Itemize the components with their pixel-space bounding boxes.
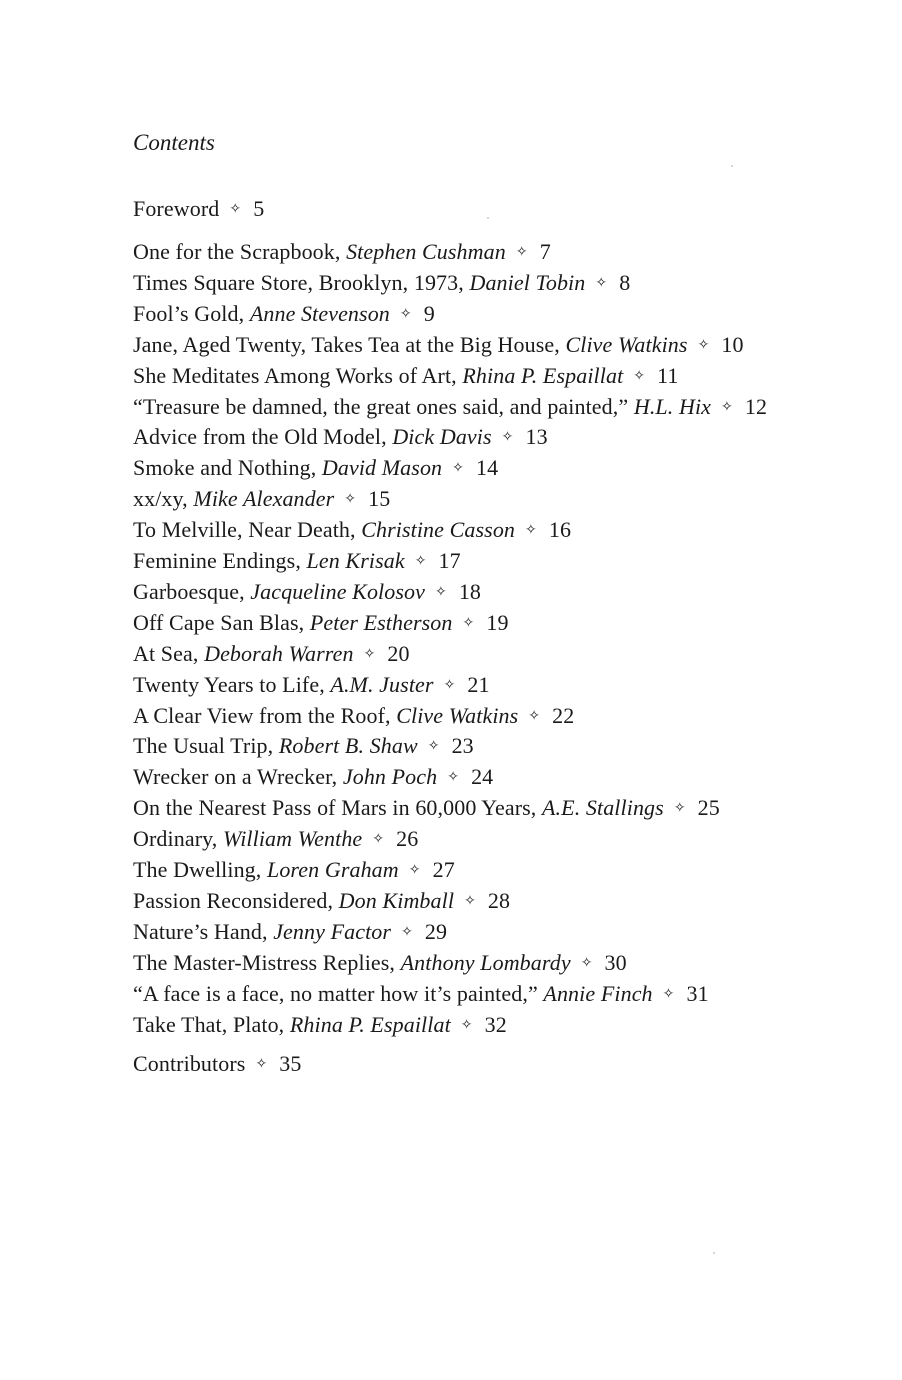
toc-author: Anthony Lombardy xyxy=(400,949,571,975)
toc-author: Christine Casson xyxy=(361,517,516,543)
toc-page-number: 9 xyxy=(423,300,435,326)
toc-author: Loren Graham xyxy=(266,857,399,882)
toc-entry xyxy=(133,485,390,517)
toc-page-number: 16 xyxy=(548,517,572,543)
toc-author: Anne Stevenson xyxy=(249,300,390,326)
toc-page-number: 29 xyxy=(424,918,448,944)
toc-page-number: 12 xyxy=(744,393,768,419)
toc-entry xyxy=(133,393,767,425)
diamond-separator-icon: ✧ xyxy=(460,1017,473,1033)
toc-page-number: 24 xyxy=(471,764,494,790)
toc-author: H.L. Hix xyxy=(633,393,712,419)
diamond-separator-icon: ✧ xyxy=(401,924,413,940)
diamond-separator-icon: ✧ xyxy=(501,430,514,446)
toc-title: Twenty Years to Life, xyxy=(133,671,331,697)
diamond-separator-icon: ✧ xyxy=(427,739,440,755)
toc-author: William Wenthe xyxy=(223,826,363,852)
toc-title: The Master-Mistress Replies, xyxy=(133,949,401,975)
toc-title: To Melville, Near Death, xyxy=(133,517,362,543)
toc-entry xyxy=(133,949,627,981)
diamond-separator-icon: ✧ xyxy=(414,554,427,569)
toc-title: Contributors xyxy=(133,1051,246,1076)
diamond-separator-icon: ✧ xyxy=(229,202,242,217)
toc-entry xyxy=(133,732,474,764)
toc-entry xyxy=(133,980,709,1012)
diamond-separator-icon: ✧ xyxy=(408,863,421,878)
toc-page-number: 5 xyxy=(253,196,265,221)
toc-author: Clive Watkins xyxy=(565,331,688,357)
toc-author: A.E. Stallings xyxy=(542,795,664,821)
toc-page-number: 8 xyxy=(619,269,631,295)
toc-page-number: 20 xyxy=(387,640,410,666)
diamond-separator-icon: ✧ xyxy=(344,492,357,508)
toc-author: A.M. Juster xyxy=(330,671,434,697)
toc-entry xyxy=(133,609,509,641)
toc-author: Deborah Warren xyxy=(204,640,354,666)
diamond-separator-icon: ✧ xyxy=(447,770,460,786)
toc-page-number: 22 xyxy=(552,702,575,728)
toc-title: Passion Reconsidered, xyxy=(133,887,339,913)
toc-entry xyxy=(133,887,510,919)
diamond-separator-icon: ✧ xyxy=(580,955,593,971)
toc-title: Garboesque, xyxy=(133,578,251,604)
toc-author: Len Krisak xyxy=(306,548,405,573)
toc-title: “A face is a face, no matter how it’s painted,” xyxy=(133,980,544,1006)
toc-entry xyxy=(133,300,435,332)
toc-title: Feminine Endings, xyxy=(133,548,307,573)
toc-title: Jane, Aged Twenty, Takes Tea at the Big House, xyxy=(133,331,566,357)
toc-page-number: 18 xyxy=(458,578,482,604)
diamond-separator-icon: ✧ xyxy=(528,708,541,724)
toc-title: One for the Scrapbook, xyxy=(133,239,347,264)
paper-speck xyxy=(487,217,489,219)
toc-entry xyxy=(133,331,744,363)
toc-title: “Treasure be damned, the great ones said, and painted,” xyxy=(133,393,634,419)
toc-entry xyxy=(133,825,418,857)
toc-title: xx/xy, xyxy=(133,486,194,512)
toc-entry xyxy=(133,702,574,734)
toc-author: Mike Alexander xyxy=(193,486,335,512)
toc-entry xyxy=(133,454,498,486)
toc-entry xyxy=(133,547,461,579)
diamond-separator-icon: ✧ xyxy=(464,893,476,909)
toc-title: Foreword xyxy=(133,196,220,221)
toc-entry xyxy=(133,671,490,703)
toc-page-number: 19 xyxy=(486,609,509,635)
toc-entry xyxy=(133,269,630,301)
toc-title: Wrecker on a Wrecker, xyxy=(133,764,343,790)
diamond-separator-icon: ✧ xyxy=(515,245,528,260)
toc-entry xyxy=(133,516,571,548)
toc-title: Take That, Plato, xyxy=(133,1011,290,1037)
toc-title: Times Square Store, Brooklyn, 1973, xyxy=(133,269,470,295)
diamond-separator-icon: ✧ xyxy=(697,337,710,353)
toc-author: Daniel Tobin xyxy=(469,269,586,295)
toc-page-number: 23 xyxy=(451,733,474,759)
toc-page-number: 27 xyxy=(432,857,455,882)
diamond-separator-icon: ✧ xyxy=(633,368,646,384)
toc-entry xyxy=(133,794,720,826)
toc-page-number: 25 xyxy=(697,795,720,821)
toc-author: Robert B. Shaw xyxy=(278,733,418,759)
page-title: Contents xyxy=(133,130,215,155)
toc-foreword xyxy=(133,195,264,227)
toc-entry xyxy=(133,362,679,394)
paper-speck xyxy=(713,1252,715,1254)
toc-author: Jenny Factor xyxy=(273,918,392,944)
toc-author: Jacqueline Kolosov xyxy=(250,578,425,604)
toc-title: Nature’s Hand, xyxy=(133,918,274,944)
toc-page-number: 11 xyxy=(657,362,679,388)
toc-title: Fool’s Gold, xyxy=(133,300,250,326)
toc-author: Annie Finch xyxy=(543,980,653,1006)
toc-entry xyxy=(133,1011,507,1043)
toc-author: Dick Davis xyxy=(392,424,492,450)
toc-page-number: 14 xyxy=(476,455,499,481)
toc-title: The Usual Trip, xyxy=(133,733,279,759)
toc-title: The Dwelling, xyxy=(133,857,267,882)
toc-entry xyxy=(133,423,548,455)
diamond-separator-icon: ✧ xyxy=(673,801,686,817)
toc-author: David Mason xyxy=(321,455,443,481)
toc-title: She Meditates Among Works of Art, xyxy=(133,362,463,388)
toc-title: Off Cape San Blas, xyxy=(133,609,310,635)
toc-author: Don Kimball xyxy=(338,887,455,913)
toc-entry xyxy=(133,238,551,270)
toc-entry xyxy=(133,640,410,672)
toc-author: Rhina P. Espaillat xyxy=(462,362,624,388)
toc-author: Peter Estherson xyxy=(309,609,453,635)
diamond-separator-icon: ✧ xyxy=(452,461,464,477)
toc-page-number: 7 xyxy=(539,239,551,264)
diamond-separator-icon: ✧ xyxy=(434,584,447,600)
toc-author: Clive Watkins xyxy=(396,702,519,728)
diamond-separator-icon: ✧ xyxy=(462,615,475,631)
toc-entry xyxy=(133,856,455,888)
diamond-separator-icon: ✧ xyxy=(363,646,376,662)
toc-page-number: 17 xyxy=(438,548,461,573)
toc-title: A Clear View from the Roof, xyxy=(133,702,397,728)
toc-title: Ordinary, xyxy=(133,826,223,852)
toc-contributors xyxy=(133,1050,301,1082)
diamond-separator-icon: ✧ xyxy=(399,306,412,322)
diamond-separator-icon: ✧ xyxy=(525,523,537,539)
diamond-separator-icon: ✧ xyxy=(255,1057,268,1072)
toc-author: John Poch xyxy=(342,764,438,790)
toc-page-number: 35 xyxy=(279,1051,302,1076)
toc-author: Rhina P. Espaillat xyxy=(289,1011,451,1037)
toc-page-number: 28 xyxy=(487,887,511,913)
toc-page-number: 26 xyxy=(396,826,419,852)
toc-title: On the Nearest Pass of Mars in 60,000 Years, xyxy=(133,795,543,821)
toc-page-number: 21 xyxy=(467,671,490,697)
diamond-separator-icon: ✧ xyxy=(721,399,733,415)
diamond-separator-icon: ✧ xyxy=(372,832,385,848)
toc-page-number: 15 xyxy=(368,486,391,512)
toc-page-number: 10 xyxy=(721,331,744,357)
toc-title: At Sea, xyxy=(133,640,205,666)
toc-page-number: 13 xyxy=(525,424,548,450)
paper-speck xyxy=(731,165,733,167)
toc-entry xyxy=(133,578,481,610)
toc-author: Stephen Cushman xyxy=(346,239,506,264)
toc-page-number: 30 xyxy=(604,949,627,975)
toc-page-number: 31 xyxy=(686,980,709,1006)
toc-title: Advice from the Old Model, xyxy=(133,424,393,450)
diamond-separator-icon: ✧ xyxy=(595,275,608,291)
toc-title: Smoke and Nothing, xyxy=(133,455,322,481)
diamond-separator-icon: ✧ xyxy=(662,986,675,1002)
toc-entry xyxy=(133,763,493,795)
toc-page-number: 32 xyxy=(484,1011,507,1037)
diamond-separator-icon: ✧ xyxy=(443,677,456,693)
toc-entry xyxy=(133,918,447,950)
